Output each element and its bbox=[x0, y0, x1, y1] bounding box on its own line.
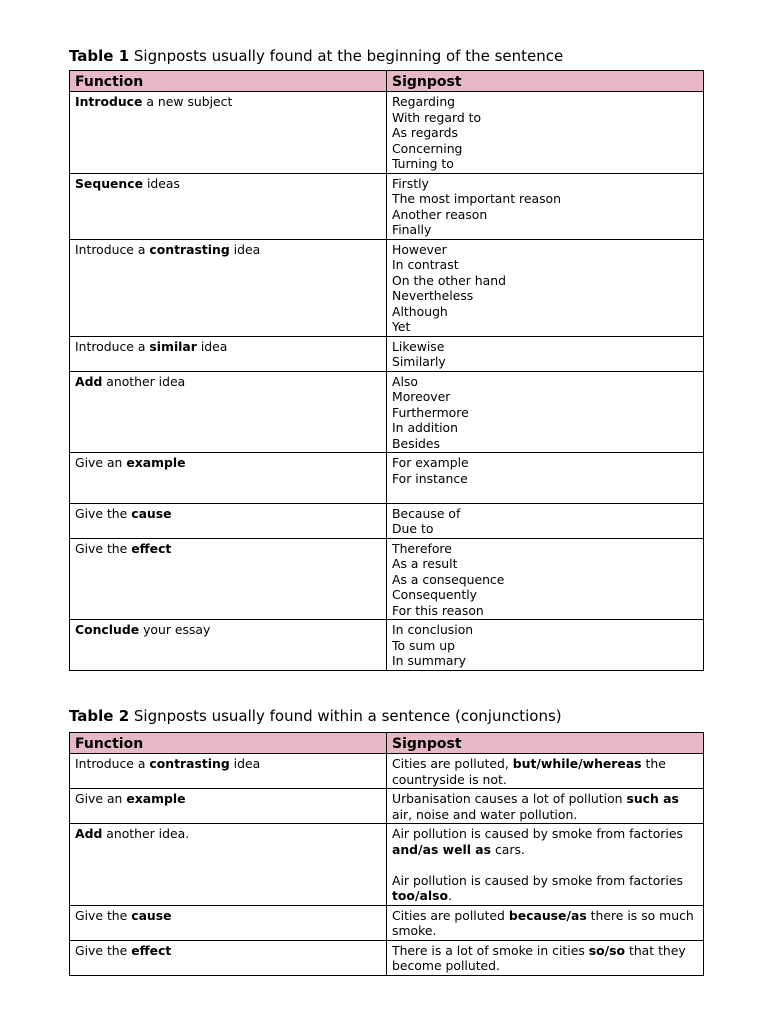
signpost-sentence bbox=[392, 943, 698, 974]
text-run: air, noise and water pollution. bbox=[392, 806, 578, 822]
function-cell bbox=[70, 503, 387, 538]
bold-text: but/while/whereas bbox=[512, 756, 642, 771]
signpost-sentence bbox=[392, 826, 698, 857]
text-run: Air pollution is caused by smoke from factories bbox=[392, 872, 683, 888]
text-run: Cities are polluted, bbox=[392, 756, 513, 771]
signpost-item: Besides bbox=[392, 435, 440, 451]
signpost-sentence bbox=[392, 756, 698, 787]
signpost-item: Therefore bbox=[392, 540, 452, 556]
signpost-item: Because of bbox=[392, 505, 461, 521]
text-run: Introduce a bbox=[75, 756, 150, 771]
text-run: a new subject bbox=[142, 94, 233, 109]
signpost-sentence bbox=[392, 791, 698, 822]
function-cell bbox=[70, 824, 387, 906]
signpost-item: As a consequence bbox=[392, 571, 505, 587]
table-row bbox=[70, 824, 704, 906]
table-row bbox=[70, 336, 704, 371]
signpost-item: Firstly bbox=[392, 175, 429, 191]
text-run: cars. bbox=[491, 841, 525, 857]
text-run: Give the bbox=[75, 907, 132, 923]
function-cell bbox=[70, 905, 387, 940]
bold-text: similar bbox=[149, 338, 197, 354]
signpost-cell bbox=[387, 754, 704, 789]
bold-text: contrasting bbox=[149, 241, 230, 257]
signpost-item: Due to bbox=[392, 521, 434, 536]
text-run: idea bbox=[196, 338, 228, 354]
bold-text: Conclude bbox=[75, 622, 140, 637]
bold-text: too/also bbox=[392, 888, 448, 903]
function-cell bbox=[70, 92, 387, 174]
text-run: idea bbox=[229, 241, 261, 257]
function-cell bbox=[70, 371, 387, 453]
signpost-item: For this reason bbox=[392, 602, 484, 618]
signpost-item: Consequently bbox=[392, 587, 477, 602]
text-run: There is a lot of smoke in cities bbox=[392, 942, 589, 958]
signpost-item: Moreover bbox=[392, 389, 451, 404]
table-row bbox=[70, 453, 704, 504]
signpost-item: Although bbox=[392, 303, 448, 319]
text-run: idea bbox=[229, 756, 261, 771]
signpost-sentence bbox=[392, 908, 698, 939]
table1-caption-label: Table 1 bbox=[69, 47, 130, 65]
table1-caption bbox=[69, 47, 563, 65]
table2-body bbox=[70, 754, 704, 976]
table-row bbox=[70, 371, 704, 453]
text-run: Cities are polluted bbox=[392, 907, 509, 923]
table1-header-function: Function bbox=[70, 71, 387, 92]
table2-caption-label: Table 2 bbox=[69, 707, 130, 725]
signpost-item: As a result bbox=[392, 556, 458, 571]
text-run: Give an bbox=[75, 455, 127, 470]
text-run: the countryside is not. bbox=[392, 756, 666, 787]
signpost-cell bbox=[387, 453, 704, 504]
signpost-cell bbox=[387, 905, 704, 940]
table-row bbox=[70, 173, 704, 239]
table1 bbox=[69, 70, 704, 671]
signpost-item: In contrast bbox=[392, 257, 459, 272]
bold-text: because/as bbox=[508, 907, 587, 923]
signpost-item: Nevertheless bbox=[392, 288, 474, 303]
function-cell bbox=[70, 239, 387, 336]
signpost-item: Another reason bbox=[392, 206, 488, 222]
text-run: Give the bbox=[75, 540, 132, 556]
function-cell bbox=[70, 620, 387, 671]
signpost-item: Regarding bbox=[392, 94, 456, 109]
bold-text: effect bbox=[131, 540, 172, 556]
table2-caption bbox=[69, 707, 562, 725]
text-run: another idea bbox=[102, 373, 186, 389]
table1-header-row bbox=[70, 71, 704, 92]
bold-text: cause bbox=[131, 505, 172, 521]
text-run: there is so much smoke. bbox=[392, 907, 694, 938]
bold-text: effect bbox=[131, 942, 172, 958]
table-row bbox=[70, 754, 704, 789]
function-cell bbox=[70, 940, 387, 975]
bold-text: example bbox=[126, 791, 186, 806]
signpost-item: To sum up bbox=[392, 637, 456, 653]
table2-header-function: Function bbox=[70, 733, 387, 754]
table-row bbox=[70, 239, 704, 336]
text-run: Give an bbox=[75, 791, 127, 806]
signpost-cell bbox=[387, 789, 704, 824]
signpost-item: Turning to bbox=[392, 156, 454, 171]
signpost-item: The most important reason bbox=[392, 191, 561, 206]
table2-header-row bbox=[70, 733, 704, 754]
text-run: another idea. bbox=[102, 826, 190, 841]
signpost-item: Furthermore bbox=[392, 404, 469, 420]
text-run: Give the bbox=[75, 505, 132, 521]
text-run: Introduce a bbox=[75, 241, 150, 257]
signpost-cell bbox=[387, 940, 704, 975]
signpost-item: In summary bbox=[392, 653, 466, 668]
signpost-sentence bbox=[392, 873, 698, 904]
signpost-item: Similarly bbox=[392, 354, 446, 369]
signpost-cell bbox=[387, 336, 704, 371]
bold-text: so/so bbox=[588, 942, 626, 958]
signpost-cell bbox=[387, 92, 704, 174]
signpost-item: For example bbox=[392, 455, 469, 470]
bold-text: contrasting bbox=[149, 756, 230, 771]
signpost-cell bbox=[387, 538, 704, 620]
bold-text: such as bbox=[626, 791, 679, 806]
signpost-item bbox=[392, 486, 698, 502]
table-row bbox=[70, 789, 704, 824]
function-cell bbox=[70, 789, 387, 824]
bold-text: and/as well as bbox=[392, 841, 492, 857]
text-run: Urbanisation causes a lot of pollution bbox=[392, 791, 627, 806]
text-run: Air pollution is caused by smoke from factories bbox=[392, 826, 683, 841]
bold-text: Add bbox=[75, 826, 103, 841]
table-row bbox=[70, 905, 704, 940]
bold-text: Sequence bbox=[75, 175, 143, 191]
table-row bbox=[70, 538, 704, 620]
signpost-item: Yet bbox=[392, 319, 411, 334]
function-cell bbox=[70, 336, 387, 371]
bold-text: Add bbox=[75, 373, 103, 389]
signpost-item: In conclusion bbox=[392, 622, 474, 637]
paragraph-gap bbox=[392, 857, 698, 873]
text-run: your essay bbox=[139, 622, 211, 637]
signpost-item: Concerning bbox=[392, 140, 463, 156]
function-cell bbox=[70, 754, 387, 789]
table-row bbox=[70, 92, 704, 174]
signpost-item: With regard to bbox=[392, 109, 482, 125]
signpost-item: In addition bbox=[392, 420, 458, 435]
signpost-item: On the other hand bbox=[392, 272, 506, 288]
table1-body bbox=[70, 92, 704, 671]
table-row bbox=[70, 503, 704, 538]
signpost-item: Likewise bbox=[392, 338, 445, 354]
signpost-item: As regards bbox=[392, 125, 458, 140]
text-run: Introduce a bbox=[75, 338, 150, 354]
text-run: . bbox=[447, 888, 452, 903]
signpost-item: Also bbox=[392, 373, 418, 389]
table1-caption-text: Signposts usually found at the beginning of the sentence bbox=[129, 47, 564, 65]
table1-header-signpost: Signpost bbox=[387, 71, 704, 92]
function-cell bbox=[70, 538, 387, 620]
signpost-cell bbox=[387, 503, 704, 538]
signpost-cell bbox=[387, 371, 704, 453]
function-cell bbox=[70, 173, 387, 239]
table2 bbox=[69, 732, 704, 976]
signpost-cell bbox=[387, 824, 704, 906]
table-row bbox=[70, 620, 704, 671]
bold-text: Introduce bbox=[75, 94, 143, 109]
signpost-cell bbox=[387, 239, 704, 336]
signpost-item: Finally bbox=[392, 222, 432, 237]
text-run: that they become polluted. bbox=[392, 942, 686, 973]
bold-text: example bbox=[126, 455, 186, 470]
text-run: Give the bbox=[75, 942, 132, 958]
text-run: ideas bbox=[143, 175, 180, 191]
table-row bbox=[70, 940, 704, 975]
table2-header-signpost: Signpost bbox=[387, 733, 704, 754]
signpost-item: For instance bbox=[392, 470, 468, 486]
table2-caption-text: Signposts usually found within a sentence (conjunctions) bbox=[129, 707, 562, 725]
signpost-cell bbox=[387, 173, 704, 239]
signpost-item: However bbox=[392, 241, 447, 257]
bold-text: cause bbox=[131, 907, 172, 923]
signpost-cell bbox=[387, 620, 704, 671]
function-cell bbox=[70, 453, 387, 504]
